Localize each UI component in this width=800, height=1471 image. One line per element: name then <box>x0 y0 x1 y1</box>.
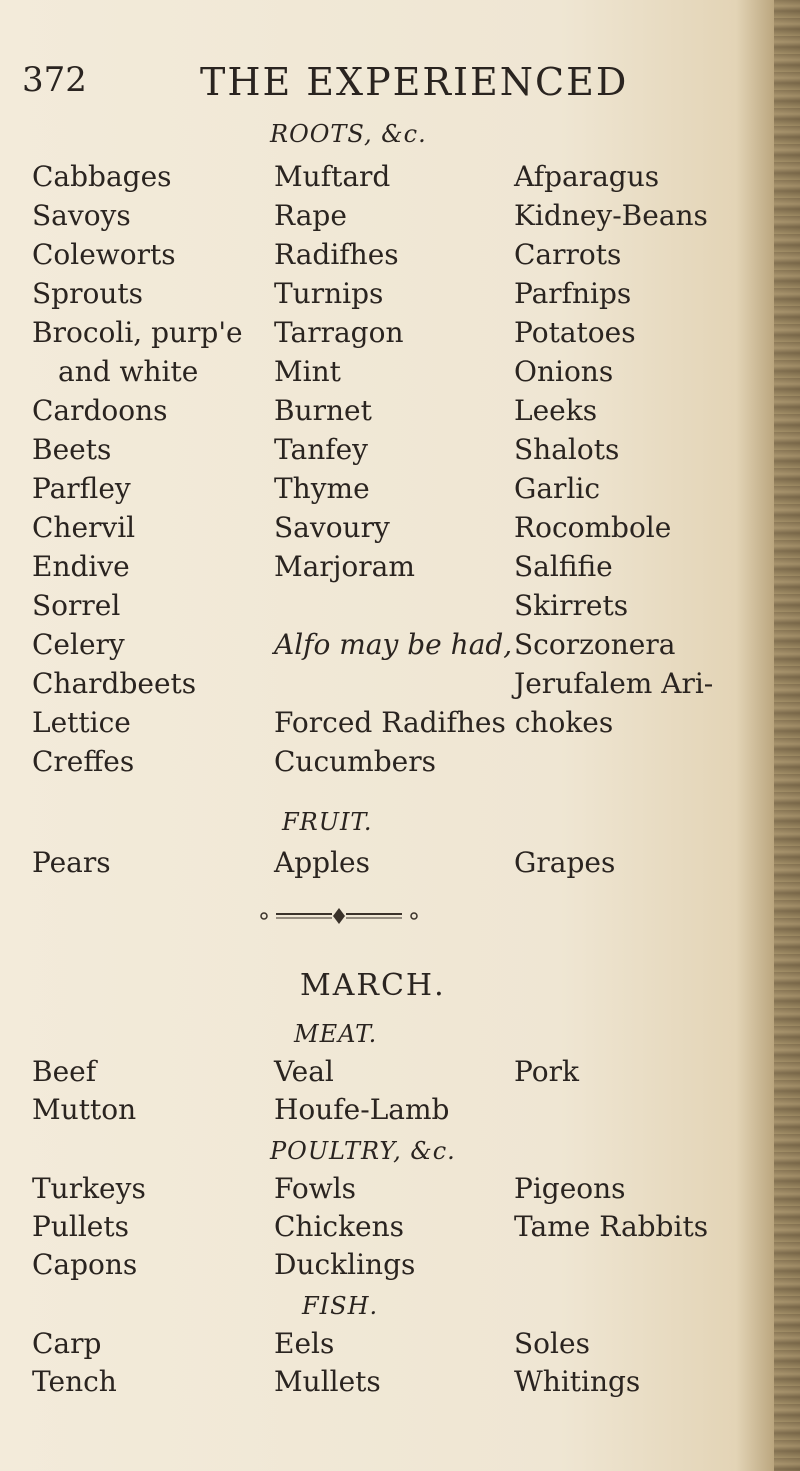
table-row <box>0 667 780 707</box>
table-cell: Marjoram <box>274 550 415 583</box>
heading-text: POULTRY, &c. <box>270 1137 456 1165</box>
table-cell: Thyme <box>274 472 370 505</box>
table-cell: Shalots <box>514 433 620 466</box>
table-cell: Mullets <box>274 1365 381 1398</box>
page-number: 372 <box>22 60 87 100</box>
table-cell: Tame Rabbits <box>514 1210 709 1243</box>
table-row <box>0 316 780 356</box>
table-cell: Grapes <box>514 846 616 879</box>
table-cell: Fowls <box>274 1172 357 1205</box>
heading-text: MARCH. <box>300 968 446 1003</box>
table-row <box>0 1327 780 1367</box>
table-cell: Savoys <box>32 199 131 232</box>
table-row <box>0 846 780 886</box>
table-row <box>0 1093 780 1133</box>
table-row <box>0 277 780 317</box>
table-cell: Muftard <box>274 160 391 193</box>
table-cell: Pullets <box>32 1210 129 1243</box>
table-cell: Houfe-Lamb <box>274 1093 450 1126</box>
heading-text: ROOTS, &c. <box>270 120 427 148</box>
table-row <box>0 1172 780 1212</box>
table-cell: Onions <box>514 355 614 388</box>
table-cell: Garlic <box>514 472 601 505</box>
table-cell: Alfo may be had, <box>274 628 513 661</box>
table-cell: Chickens <box>274 1210 405 1243</box>
table-cell: Pigeons <box>514 1172 626 1205</box>
table-cell: Pears <box>32 846 111 879</box>
table-cell: Eels <box>274 1327 335 1360</box>
page-header <box>22 60 742 110</box>
table-cell: Apples <box>274 846 370 879</box>
table-row <box>0 433 780 473</box>
table-cell: Beets <box>32 433 112 466</box>
table-cell: Afparagus <box>514 160 660 193</box>
table-row <box>0 706 780 746</box>
table-cell: Scorzonera <box>514 628 676 661</box>
table-cell: Cardoons <box>32 394 168 427</box>
table-cell: Cabbages <box>32 160 172 193</box>
table-cell: Beef <box>32 1055 97 1088</box>
table-cell: Parfley <box>32 472 131 505</box>
table-row <box>0 1210 780 1250</box>
ornament-divider-icon <box>254 906 424 926</box>
table-row <box>0 589 780 629</box>
table-cell: Tarragon <box>274 316 404 349</box>
table-cell: Burnet <box>274 394 372 427</box>
table-cell: and white <box>58 355 199 388</box>
table-row <box>0 472 780 512</box>
table-cell: Rape <box>274 199 347 232</box>
running-title: THE EXPERIENCED <box>200 60 629 104</box>
table-row <box>0 1248 780 1288</box>
table-cell: Kidney-Beans <box>514 199 708 232</box>
table-cell: Whitings <box>514 1365 641 1398</box>
table-cell: Leeks <box>514 394 598 427</box>
table-cell: Parfnips <box>514 277 632 310</box>
table-row <box>0 1055 780 1095</box>
table-cell: Mutton <box>32 1093 137 1126</box>
table-cell: Celery <box>32 628 125 661</box>
heading-text: MEAT. <box>294 1020 378 1048</box>
table-row <box>0 160 780 200</box>
table-cell: Pork <box>514 1055 579 1088</box>
table-cell: Creffes <box>32 745 135 778</box>
table-cell: Endive <box>32 550 130 583</box>
table-row <box>0 511 780 551</box>
table-cell: Forced Radifhes chokes <box>274 706 614 739</box>
table-cell: Lettice <box>32 706 131 739</box>
table-cell: Cucumbers <box>274 745 436 778</box>
table-cell: Tench <box>32 1365 117 1398</box>
table-cell: Coleworts <box>32 238 176 271</box>
table-cell: Brocoli, purp'e <box>32 316 243 349</box>
table-cell: Capons <box>32 1248 138 1281</box>
table-cell: Salfifie <box>514 550 613 583</box>
table-cell: Jerufalem Ari- <box>514 667 714 700</box>
table-cell: Radifhes <box>274 238 399 271</box>
heading-text: FISH. <box>302 1292 379 1320</box>
table-cell: Mint <box>274 355 341 388</box>
table-row <box>0 394 780 434</box>
table-cell: Sorrel <box>32 589 121 622</box>
table-row <box>0 1365 780 1405</box>
table-row <box>0 628 780 668</box>
table-cell: Tanfey <box>274 433 368 466</box>
table-cell: Skirrets <box>514 589 629 622</box>
table-cell: Carp <box>32 1327 102 1360</box>
heading-text: FRUIT. <box>282 808 373 836</box>
table-cell: Ducklings <box>274 1248 416 1281</box>
table-cell: Potatoes <box>514 316 636 349</box>
table-cell: Sprouts <box>32 277 144 310</box>
table-row <box>0 745 780 785</box>
table-cell: Carrots <box>514 238 622 271</box>
table-cell: Savoury <box>274 511 390 544</box>
table-cell: Chardbeets <box>32 667 197 700</box>
table-cell: Turkeys <box>32 1172 146 1205</box>
table-row <box>0 199 780 239</box>
table-cell: Veal <box>274 1055 334 1088</box>
table-cell: Chervil <box>32 511 136 544</box>
table-row <box>0 550 780 590</box>
table-row <box>0 238 780 278</box>
table-cell: Rocombole <box>514 511 672 544</box>
table-row <box>0 355 780 395</box>
table-cell: Turnips <box>274 277 384 310</box>
table-cell: Soles <box>514 1327 590 1360</box>
